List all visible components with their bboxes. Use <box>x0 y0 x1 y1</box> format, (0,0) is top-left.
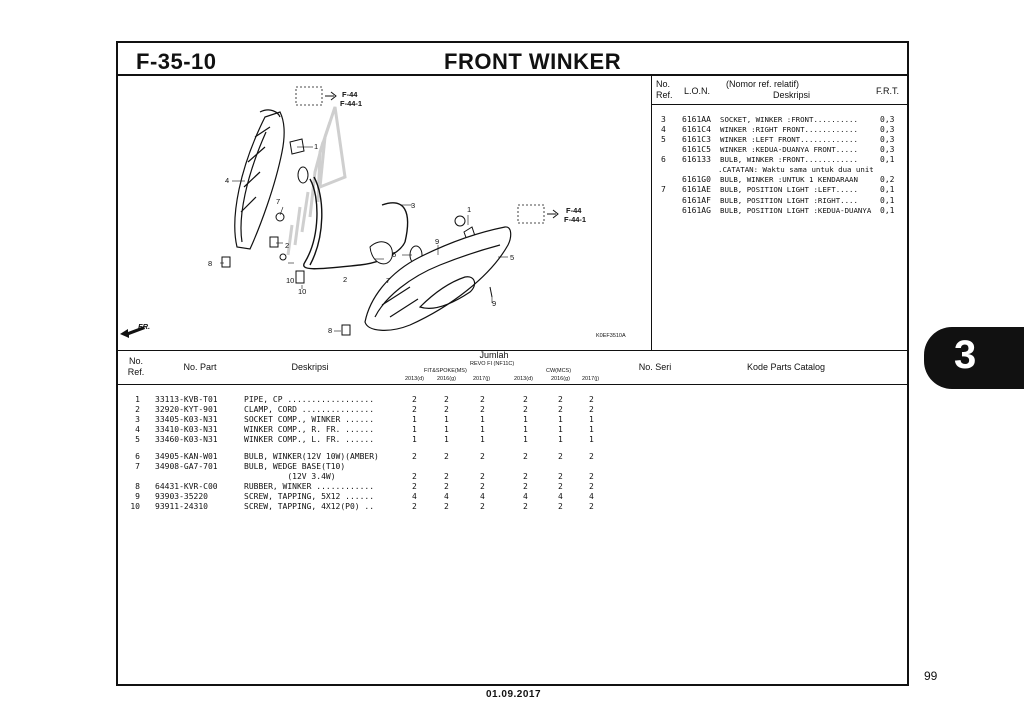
ref-cell-frt: 0,3 <box>880 135 895 144</box>
part-cell-qty: 2 <box>523 405 528 414</box>
parts-table-row <box>118 472 618 482</box>
callout-8b: 8 <box>328 326 333 335</box>
ref-cell-desc: BULB, WINKER :UNTUK 1 KENDARAAN <box>720 175 858 184</box>
part-cell-ref: 3 <box>135 415 140 424</box>
callout-7b: 7 <box>386 276 391 285</box>
ref-cell-frt: 0,3 <box>880 145 895 154</box>
callout-9a: 9 <box>435 237 440 246</box>
ref-cell-desc: BULB, POSITION LIGHT :RIGHT.... <box>720 196 858 205</box>
callout-2b: 2 <box>343 275 348 284</box>
ref-label-top-1: F-44 <box>342 90 358 99</box>
part-cell-qty: 2 <box>589 452 594 461</box>
parts-col-no: No. <box>128 356 143 366</box>
part-cell-qty: 2 <box>523 395 528 404</box>
part-cell-qty: 2 <box>412 452 417 461</box>
parts-subgroup-1: FIT&SPOKE(MS) <box>424 368 467 374</box>
ref-cell-desc: BULB, WINKER :FRONT............ <box>720 155 858 164</box>
part-cell-ref: 4 <box>135 425 140 434</box>
ref-col-lon: L.O.N. <box>684 86 711 96</box>
part-cell-qty: 2 <box>589 405 594 414</box>
ref-cell-frt: 0,3 <box>880 125 895 134</box>
ref-cell-lon: 6161AG <box>682 206 711 215</box>
ref-col-desc-2: Deskripsi <box>773 90 811 100</box>
ref-cell-desc: BULB, POSITION LIGHT :LEFT..... <box>720 185 858 194</box>
print-date: 01.09.2017 <box>486 689 542 700</box>
part-cell-number: 93903-35220 <box>155 492 208 501</box>
ref-cell-frt: 0,1 <box>880 185 895 194</box>
part-cell-qty: 1 <box>480 435 485 444</box>
right-winker-drawing <box>235 110 284 249</box>
part-cell-ref: 1 <box>135 395 140 404</box>
ref-table-row <box>656 145 906 155</box>
ref-cell-desc: WINKER :LEFT FRONT............. <box>720 135 858 144</box>
year-col-2: 2016(g) <box>437 376 456 382</box>
ref-cell-frt: 0,3 <box>880 115 895 124</box>
part-cell-ref: 5 <box>135 435 140 444</box>
part-cell-ref: 6 <box>135 452 140 461</box>
part-cell-qty: 1 <box>558 435 563 444</box>
part-cell-qty: 1 <box>412 425 417 434</box>
part-cell-qty: 2 <box>558 405 563 414</box>
parts-table-row <box>118 425 618 435</box>
ref-table-row <box>656 125 906 135</box>
part-cell-qty: 2 <box>558 395 563 404</box>
part-cell-qty: 2 <box>589 482 594 491</box>
year-col-6: 2017(j) <box>582 376 600 382</box>
page-title: FRONT WINKER <box>444 49 622 74</box>
part-cell-number: 34908-GA7-701 <box>155 462 218 471</box>
parts-table-row <box>118 435 618 445</box>
section-tab-label: 3 <box>954 333 977 377</box>
part-cell-qty: 2 <box>480 502 485 511</box>
callout-1a: 1 <box>314 142 319 151</box>
parts-table-row <box>118 452 618 462</box>
part-cell-number: 33410-K03-N31 <box>155 425 218 434</box>
ref-cell-ref: 4 <box>661 125 666 134</box>
part-cell-qty: 2 <box>558 452 563 461</box>
part-cell-qty: 2 <box>558 502 563 511</box>
diagram-code: K0EF3510A <box>596 333 626 339</box>
ref-cell-lon: 6161C3 <box>682 135 711 144</box>
part-cell-desc: PIPE, CP .................. <box>244 395 375 404</box>
part-cell-desc: WINKER COMP., L. FR. ...... <box>244 435 375 444</box>
parts-table-row <box>118 482 618 492</box>
ref-table-row <box>656 175 906 185</box>
part-cell-desc: SCREW, TAPPING, 4X12(P0) .. <box>244 502 375 511</box>
callout-8a: 8 <box>208 259 213 268</box>
ref-cell-desc: SOCKET, WINKER :FRONT.......... <box>720 115 858 124</box>
part-cell-qty: 2 <box>480 395 485 404</box>
callout-7a: 7 <box>276 197 281 206</box>
part-cell-qty: 2 <box>480 405 485 414</box>
ref-cell-lon: 6161C5 <box>682 145 711 154</box>
part-cell-qty: 4 <box>589 492 594 501</box>
part-cell-qty: 4 <box>444 492 449 501</box>
part-cell-desc: CLAMP, CORD ............... <box>244 405 375 414</box>
part-cell-qty: 2 <box>523 482 528 491</box>
year-col-4: 2013(d) <box>514 376 533 382</box>
parts-col-serial: No. Seri <box>638 362 672 372</box>
part-cell-qty: 1 <box>558 415 563 424</box>
part-cell-qty: 2 <box>444 452 449 461</box>
part-cell-qty: 2 <box>444 472 449 481</box>
part-cell-qty: 1 <box>444 425 449 434</box>
part-cell-qty: 2 <box>412 472 417 481</box>
ref-col-desc-1: (Nomor ref. relatif) <box>726 79 800 89</box>
part-cell-qty: 4 <box>558 492 563 501</box>
part-cell-qty: 1 <box>480 425 485 434</box>
part-cell-qty: 2 <box>412 502 417 511</box>
callout-5: 5 <box>510 253 515 262</box>
header-divider <box>116 74 909 76</box>
callout-10a: 10 <box>286 276 295 285</box>
ref-label-right-2: F-44-1 <box>564 215 587 224</box>
callout-4: 4 <box>225 176 230 185</box>
ref-cell-frt: 0,1 <box>880 155 895 164</box>
ref-table-row <box>656 196 906 206</box>
section-code: F-35-10 <box>136 49 217 74</box>
parts-col-part: No. Part <box>183 362 217 372</box>
part-cell-qty: 2 <box>523 502 528 511</box>
part-cell-qty: 2 <box>412 405 417 414</box>
ref-cell-lon: 6161G0 <box>682 175 711 184</box>
ref-boxes <box>296 87 544 223</box>
part-cell-qty: 4 <box>412 492 417 501</box>
ref-cell-ref: 7 <box>661 185 666 194</box>
parts-table-row <box>118 395 618 405</box>
ref-cell-lon: 6161AF <box>682 196 711 205</box>
ref-table-row <box>656 165 906 175</box>
callout-10b: 10 <box>298 287 307 296</box>
ref-arrows <box>325 92 558 218</box>
parts-header-divider <box>116 384 909 385</box>
part-cell-number: 33405-K03-N31 <box>155 415 218 424</box>
parts-table-row <box>118 405 618 415</box>
part-cell-ref: 2 <box>135 405 140 414</box>
ref-table-row <box>656 206 906 216</box>
ref-label-right-1: F-44 <box>566 206 582 215</box>
ref-table-row <box>656 185 906 195</box>
part-cell-qty: 1 <box>558 425 563 434</box>
ref-col-frt: F.R.T. <box>876 86 900 96</box>
ref-cell-frt: 0,2 <box>880 175 895 184</box>
fr-label: FR. <box>138 322 151 331</box>
part-cell-qty: 2 <box>480 452 485 461</box>
parts-table-row <box>118 502 618 512</box>
part-cell-desc: SOCKET COMP., WINKER ...... <box>244 415 375 424</box>
ref-cell-frt: 0,1 <box>880 206 895 215</box>
part-cell-qty: 2 <box>412 482 417 491</box>
part-cell-qty: 2 <box>589 395 594 404</box>
part-cell-qty: 1 <box>523 425 528 434</box>
part-cell-qty: 2 <box>412 395 417 404</box>
ref-header-divider <box>651 104 909 105</box>
part-cell-qty: 1 <box>444 415 449 424</box>
part-cell-number: 32920-KYT-901 <box>155 405 218 414</box>
part-cell-number: 34905-KAN-W01 <box>155 452 218 461</box>
part-cell-desc: RUBBER, WINKER ............ <box>244 482 375 491</box>
part-cell-desc: SCREW, TAPPING, 5X12 ...... <box>244 492 375 501</box>
diagram-divider <box>651 75 652 351</box>
ref-col-ref: Ref. <box>656 90 673 100</box>
ref-cell-lon: 616133 <box>682 155 711 164</box>
callout-1b: 1 <box>467 205 472 214</box>
ref-table-row <box>656 135 906 145</box>
ref-cell-desc: BULB, POSITION LIGHT :KEDUA-DUANYA <box>720 206 872 215</box>
part-cell-qty: 1 <box>523 415 528 424</box>
part-cell-qty: 2 <box>523 452 528 461</box>
part-cell-qty: 4 <box>480 492 485 501</box>
part-cell-qty: 1 <box>412 435 417 444</box>
part-cell-qty: 1 <box>589 415 594 424</box>
part-cell-qty: 1 <box>523 435 528 444</box>
part-cell-number: 93911-24310 <box>155 502 208 511</box>
part-cell-ref: 8 <box>135 482 140 491</box>
part-cell-qty: 2 <box>558 472 563 481</box>
part-cell-qty: 2 <box>558 482 563 491</box>
ref-cell-ref: 6 <box>661 155 666 164</box>
part-cell-qty: 2 <box>444 405 449 414</box>
part-cell-qty: 1 <box>480 415 485 424</box>
page-number: 99 <box>924 669 938 683</box>
parts-model-group: REVO FI (NF11C) <box>470 361 515 367</box>
part-cell-qty: 2 <box>444 502 449 511</box>
year-col-1: 2013(d) <box>405 376 424 382</box>
part-cell-qty: 2 <box>444 395 449 404</box>
ref-cell-ref: 3 <box>661 115 666 124</box>
callout-9b: 9 <box>492 299 497 308</box>
ref-cell-lon: 6161C4 <box>682 125 711 134</box>
ref-cell-desc: WINKER :RIGHT FRONT............ <box>720 125 858 134</box>
ref-cell-desc: .CATATAN: Waktu sama untuk dua unit <box>718 165 874 174</box>
ref-cell-frt: 0,1 <box>880 196 895 205</box>
ref-cell-lon: 6161AA <box>682 115 711 124</box>
callout-3: 3 <box>411 201 416 210</box>
parts-col-jumlah: Jumlah <box>479 350 509 360</box>
part-cell-number: 33113-KVB-T01 <box>155 395 218 404</box>
parts-col-desc: Deskripsi <box>291 362 329 372</box>
parts-col-ref: Ref. <box>127 367 145 377</box>
part-cell-qty: 1 <box>589 425 594 434</box>
part-cell-ref: 7 <box>135 462 140 471</box>
part-cell-desc: BULB, WINKER(12V 10W)(AMBER) <box>244 452 379 461</box>
part-cell-number: 33460-K03-N31 <box>155 435 218 444</box>
ref-cell-lon: 6161AE <box>682 185 711 194</box>
part-cell-desc: BULB, WEDGE BASE(T10) <box>244 462 346 471</box>
part-cell-qty: 2 <box>444 482 449 491</box>
section-tab <box>924 327 1024 389</box>
part-cell-qty: 1 <box>412 415 417 424</box>
ref-table-row <box>656 155 906 165</box>
parts-table-row <box>118 492 618 502</box>
parts-subgroup-2: CW(MCS) <box>546 368 572 374</box>
part-cell-qty: 2 <box>480 472 485 481</box>
part-cell-qty: 1 <box>589 435 594 444</box>
part-cell-qty: 4 <box>523 492 528 501</box>
part-cell-ref: 9 <box>135 492 140 501</box>
ref-col-no: No. <box>656 79 671 89</box>
part-cell-qty: 2 <box>589 502 594 511</box>
part-cell-desc: WINKER COMP., R. FR. ...... <box>244 425 375 434</box>
year-col-3: 2017(j) <box>473 376 491 382</box>
parts-table-row <box>118 462 618 472</box>
year-col-5: 2016(g) <box>551 376 570 382</box>
parts-table-row <box>118 415 618 425</box>
parts-col-catalog: Kode Parts Catalog <box>746 362 826 372</box>
part-cell-qty: 2 <box>523 472 528 481</box>
ref-table-row <box>656 115 906 125</box>
ref-cell-desc: WINKER :KEDUA-DUANYA FRONT..... <box>720 145 858 154</box>
part-cell-qty: 1 <box>444 435 449 444</box>
part-cell-number: 64431-KVR-C00 <box>155 482 218 491</box>
part-cell-desc: (12V 3.4W) <box>244 472 336 481</box>
ref-cell-ref: 5 <box>661 135 666 144</box>
ref-label-top-2: F-44-1 <box>340 99 363 108</box>
part-cell-ref: 10 <box>130 502 140 511</box>
part-cell-qty: 2 <box>589 472 594 481</box>
callout-2a: 2 <box>285 241 290 250</box>
part-cell-qty: 2 <box>480 482 485 491</box>
callout-6: 6 <box>392 250 397 259</box>
